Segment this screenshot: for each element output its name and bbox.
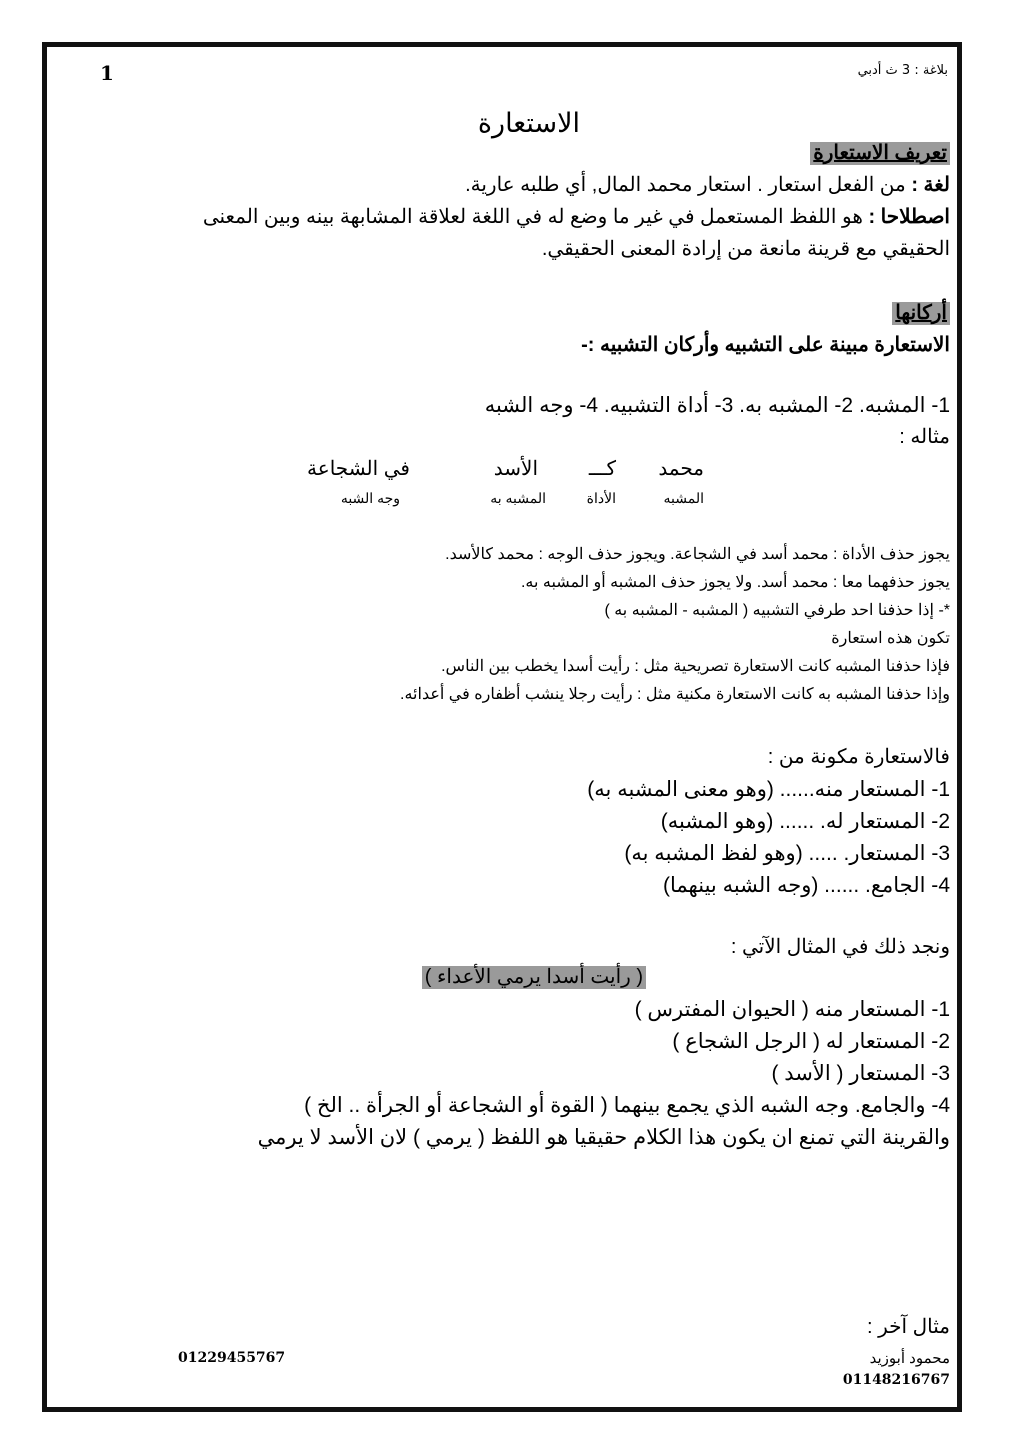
- applied-item: 2- المستعار له ( الرجل الشجاع ): [672, 1030, 950, 1053]
- term-label: اصطلاحا :: [868, 206, 950, 228]
- definition-heading: تعريف الاستعارة: [810, 142, 950, 165]
- rule-line: *- إذا حذفنا احد طرفي التشبيه ( المشبه - المشبه به ): [604, 602, 950, 619]
- example-word-adat: كـــ: [588, 458, 616, 480]
- component-item: 1- المستعار منه...... (وهو معنى المشبه به): [587, 778, 950, 801]
- another-example-label: مثال آخر :: [867, 1316, 950, 1338]
- rule-line: فإذا حذفنا المشبه كانت الاستعارة تصريحية مثل : رأيت أسدا يخطب بين الناس.: [441, 658, 950, 675]
- component-item: 4- الجامع. ...... (وجه الشبه بينهما): [663, 874, 950, 897]
- rule-line: يجوز حذف الأداة : محمد أسد في الشجاعة. ويجوز حذف الوجه : محمد كالأسد.: [445, 546, 950, 563]
- components-intro: فالاستعارة مكونة من :: [767, 746, 950, 768]
- rule-line: وإذا حذفنا المشبه به كانت الاستعارة مكنية مثل : رأيت رجلا ينشب أظفاره في أعدائه.: [400, 686, 950, 703]
- component-item: 2- المستعار له. ...... (وهو المشبه): [660, 810, 950, 833]
- applied-item: 1- المستعار منه ( الحيوان المفترس ): [634, 998, 950, 1021]
- page-number: 1: [100, 61, 114, 85]
- term-text-line1: هو اللفظ المستعمل في غير ما وضع له في اللغة لعلاقة المشابهة بينه وبين المعنى: [202, 206, 869, 228]
- applied-intro: ونجد ذلك في المثال الآتي :: [730, 936, 950, 958]
- subject-label: بلاغة : 3 ث أدبي: [857, 63, 948, 78]
- pillars-list: 1- المشبه. 2- المشبه به. 3- أداة التشبيه. 4- وجه الشبه: [484, 394, 950, 417]
- applied-item: 4- والجامع. وجه الشبه الذي يجمع بينهما ( القوة أو الشجاعة أو الجرأة .. الخ ): [304, 1094, 950, 1117]
- example-role-adat: الأداة: [586, 490, 616, 506]
- author-phone: 01148216767: [842, 1372, 950, 1388]
- applied-example: ( رأيت أسدا يرمي الأعداء ): [422, 966, 646, 989]
- rule-line: يجوز حذفهما معا : محمد أسد. ولا يجوز حذف المشبه أو المشبه به.: [520, 574, 950, 591]
- lexical-definition: [465, 174, 950, 197]
- lexical-text: من الفعل استعار . استعار محمد المال, أي طلبه عارية.: [465, 174, 912, 196]
- term-definition-line1: [203, 206, 950, 229]
- applied-item: 3- المستعار ( الأسد ): [771, 1062, 950, 1085]
- example-label: مثاله :: [899, 426, 950, 448]
- example-word-wajh: في الشجاعة: [307, 458, 410, 480]
- lexical-label: لغة :: [911, 174, 950, 196]
- author-name: محمود أبوزيد: [869, 1350, 950, 1367]
- example-word-mushabbah: محمد: [658, 458, 704, 480]
- term-definition-line2: الحقيقي مع قرينة مانعة من إرادة المعنى الحقيقي.: [541, 238, 950, 260]
- applied-item: والقرينة التي تمنع ان يكون هذا الكلام حقيقيا هو اللفظ ( يرمي ) لان الأسد لا يرمي: [257, 1126, 950, 1149]
- pillars-statement: الاستعارة مبينة على التشبيه وأركان التشبيه :-: [581, 334, 950, 356]
- example-word-mushabbah-bih: الأسد: [493, 458, 538, 480]
- secondary-phone: 01229455767: [178, 1350, 286, 1366]
- component-item: 3- المستعار. ..... (وهو لفظ المشبه به): [624, 842, 950, 865]
- example-role-wajh: وجه الشبه: [340, 490, 400, 506]
- rule-line: تكون هذه استعارة: [831, 630, 950, 647]
- example-role-mushabbah: المشبه: [663, 490, 704, 506]
- page-title: الاستعارة: [477, 108, 580, 139]
- pillars-heading: أركانها: [892, 302, 950, 325]
- example-role-mushabbah-bih: المشبه به: [490, 490, 546, 506]
